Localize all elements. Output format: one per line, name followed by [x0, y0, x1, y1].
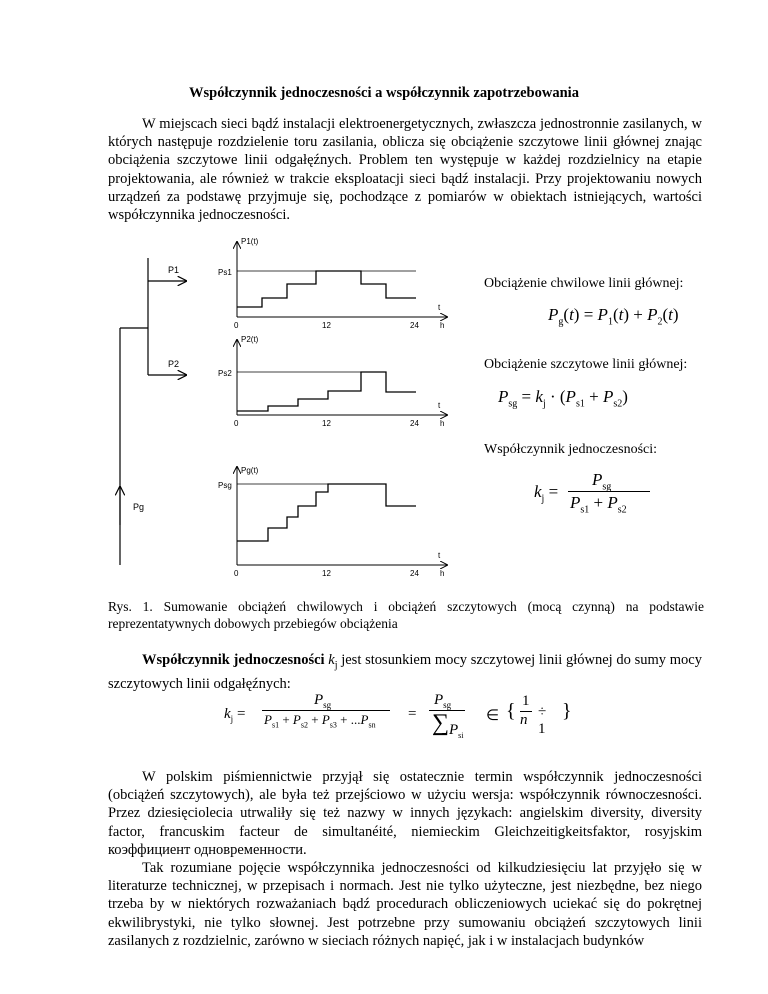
chart2-t: t [438, 401, 441, 410]
formula-kj-general: $k_j$ = $P_{sg}$ $P_{s1} + P_{s2} + P_{s3} + ...P_{sn}$ = $P_{sg}$ ∑ $P_{si}$ ∈ { 1 n ÷ 1 } [224, 692, 572, 740]
chart1-ylabel: P1(t) [241, 237, 259, 246]
label-peak-load: Obciążenie szczytowe linii głównej: [484, 357, 688, 372]
chart2-tick-12: 12 [322, 419, 331, 428]
chart1-t: t [438, 303, 441, 312]
definition-paragraph: Współczynnik jednoczesności $k_j$ jest stosunkiem mocy szczytowej linii głównej do sumy mocy szczytowych linii odgałęźnych: [108, 652, 702, 693]
chart-p1 [237, 242, 447, 317]
page-title: Współczynnik jednoczesności a współczynnik zapotrzebowania [189, 85, 579, 101]
chart-p2 [237, 340, 447, 415]
usage-paragraph: Tak rozumiane pojęcie współczynnika jednoczesności od kilkudziesięciu lat przyjęło się w literaturze technicznej, w przepisach i normach. Jest nie tylko użyteczne, jest niezbędne, bez niego trzeba by w niektórych rozważaniach bądź procedurach obliczeniowych uciekać się do pokrętnej ekwilibrystyki, nie tylko słownej. Jest potrzebne przy sumowaniu obciążeń szczytowych linii zasilanych z rozdzielnic, zarówno w sieciach różnych napięć, jak i w instalacjach budynków [108, 860, 702, 949]
chart3-h: h [440, 569, 445, 578]
chart2-ylabel: P2(t) [241, 335, 259, 344]
feeder-diagram [120, 258, 186, 565]
chart-pg [237, 467, 447, 565]
formula-kj: $k_j$ = $P_{sg}$ $P_{s1} + P_{s2}$ [530, 470, 670, 520]
chart1-tick-24: 24 [410, 321, 419, 330]
chart2-tick-24: 24 [410, 419, 419, 428]
chart3-tick-24: 24 [410, 569, 419, 578]
term-kj: Współczynnik jednoczesności [142, 652, 325, 668]
chart1-level: Ps1 [218, 268, 232, 277]
chart3-t: t [438, 551, 441, 560]
feeder-label-pg: Pg [133, 502, 145, 512]
chart3-ylabel: Pg(t) [241, 466, 259, 475]
chart2-h: h [440, 419, 445, 428]
formula-instant: $P_g(t) = P_1(t) + P_2(t)$ [548, 305, 679, 328]
chart1-h: h [440, 321, 445, 330]
figure-caption: Rys. 1. Sumowanie obciążeń chwilowych i obciążeń szczytowych (mocą czynną) na podstawie reprezentatywnych dobowych przebiegów obciążenia [108, 599, 704, 631]
chart2-tick-0: 0 [234, 419, 239, 428]
chart1-tick-12: 12 [322, 321, 331, 330]
formula-peak: $P_{sg} = k_j \cdot (P_{s1} + P_{s2})$ [498, 387, 628, 410]
chart2-level: Ps2 [218, 369, 232, 378]
feeder-label-p1: P1 [168, 265, 180, 275]
label-kj: Współczynnik jednoczesności: [484, 442, 658, 457]
intro-paragraph: W miejscach sieci bądź instalacji elektroenergetycznych, zwłaszcza jednostronnie zasilanych, w których następuje rozdzielenie toru zasilania, oblicza się obciążenie szczytowe linii głównej znając obciążenia szczytowe linii odgałęźnych. Problem ten występuje w każdej rozdzielnicy na etapie projektowania, ale również w trakcie eksploatacji sieci bądź instalacji. Przy projektowaniu nowych urządzeń za podstawę przyjmuje się, pochodzące z pomiarów w obiektach istniejących, wartości współczynnika jednoczesności. [108, 116, 702, 224]
chart1-tick-0: 0 [234, 321, 239, 330]
chart3-tick-12: 12 [322, 569, 331, 578]
feeder-label-p2: P2 [168, 359, 180, 369]
chart3-level: Psg [218, 481, 232, 490]
chart3-tick-0: 0 [234, 569, 239, 578]
terminology-paragraph: W polskim piśmiennictwie przyjął się ostatecznie termin współczynnik jednoczesności (obciążeń szczytowych), ale była też przejściowo w użyciu wersja: współczynnik równoczesności. Przez dziesięciolecia utrwaliły się też nazwy w innych językach: angielskim diversity, diversity factor, francuskim facteur de simultanéité, niemieckim Gleichzeitigkeitsfaktor, rosyjskim коэффициент одновременности. [108, 769, 702, 858]
label-instant-load: Obciążenie chwilowe linii głównej: [484, 276, 684, 291]
